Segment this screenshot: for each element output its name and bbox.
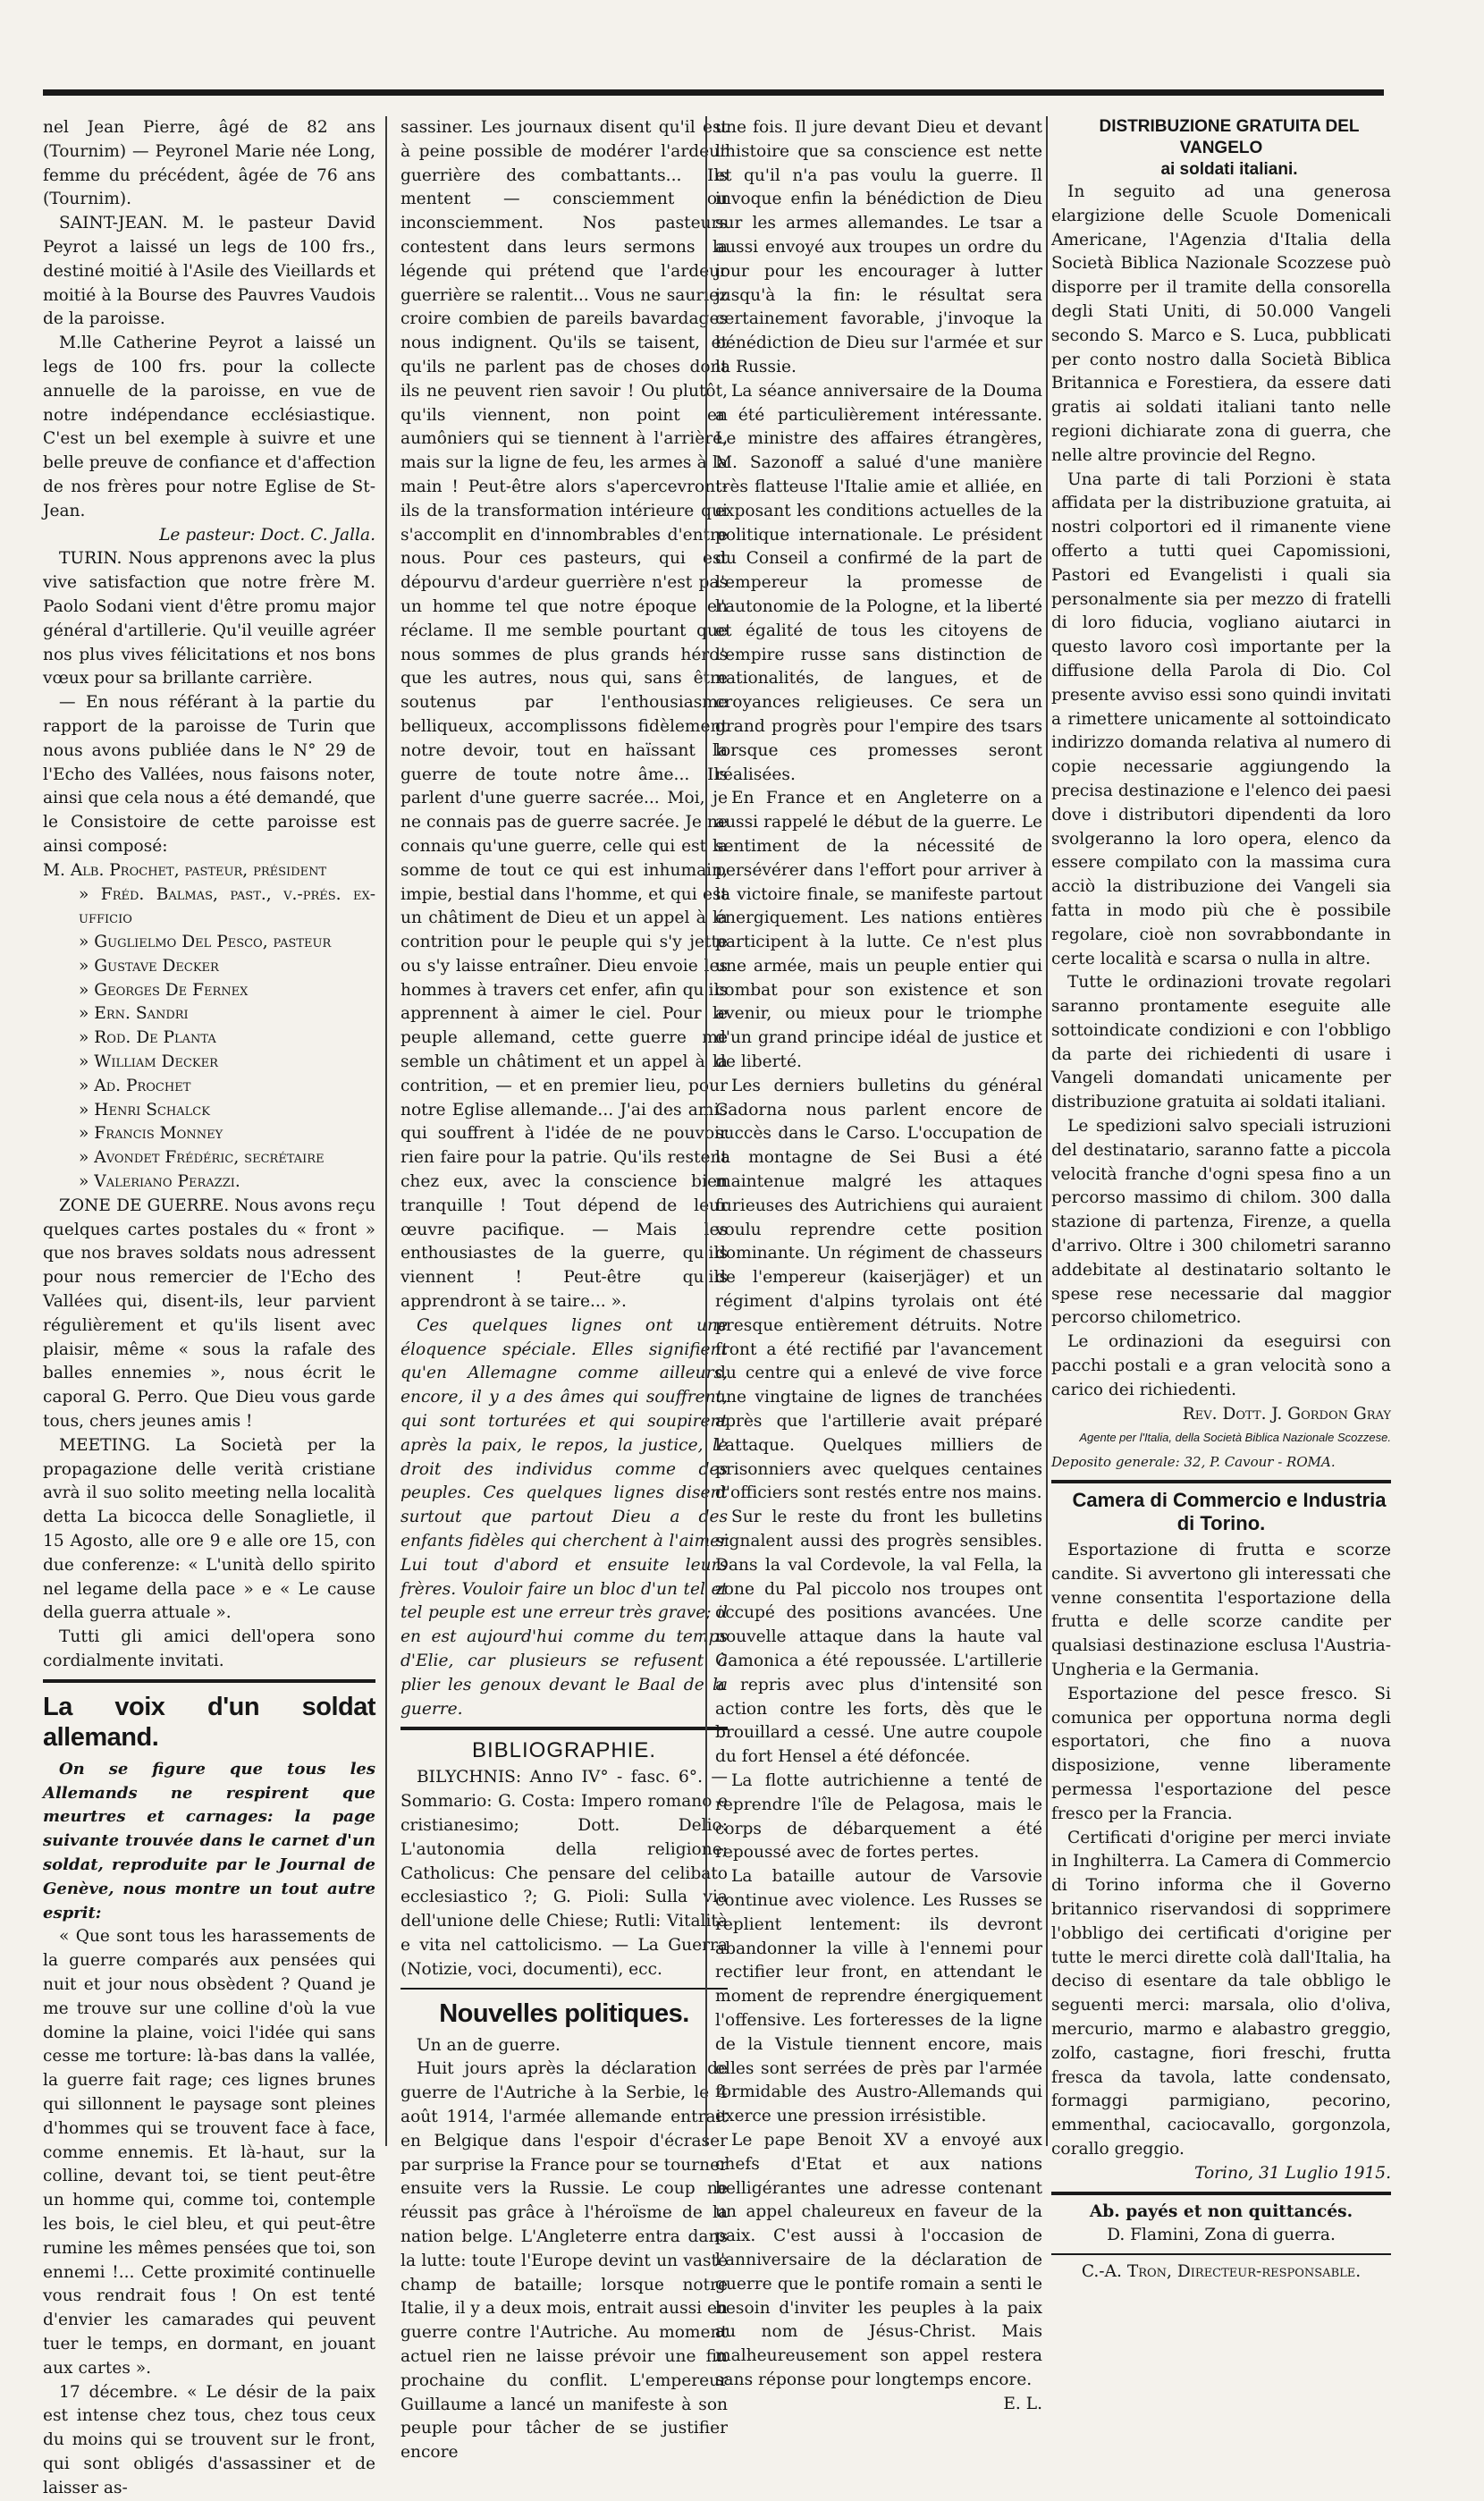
section-rule [43, 1679, 375, 1683]
camera-paragraph-3: Certificati d'origine per merci inviate in Inghilterra. La Camera di Commercio di Torino informa che il Governo britannico riservandosi di sopprimere l'obbligo dei certificati d'origine per tutte le merci dirette colà dall'Italia, ha deciso di esentare da tale obbligo le seguenti merci: marsala, olio d'oliva, mercurio, marmo e alabastro greggio, zolfo, castagne, fiori freschi, frutta fresca da tavola, latte condensato, formaggi parmigiano, pecorino, emmenthal, caciocavallo, gorgonzola, corallo greggio. [1051, 1828, 1391, 2159]
list-item: » Henri Schalck [79, 1100, 210, 1120]
pape-paragraph: Le pape Benoit XV a envoyé aux chefs d'Etat et aux nations belligérantes une adresse contenant un appel chaleureux en faveur de la paix. C'est aussi à l'occasion de l'anniversaire de la déclaration de guerre que le pontife romain a senti le besoin d'inviter les peuples à la paix au nom de Jésus-Christ. Mais malheureusement son appel restera sans réponse pour longtemps encore. [715, 2130, 1042, 2389]
abonnements-title: Ab. payés et non quittancés. [1089, 2201, 1353, 2221]
column-divider [1046, 116, 1048, 2146]
list-item: » Gustave Decker [79, 956, 219, 976]
meeting-notice: MEETING. La Società per la propagazione delle verità cristiane avrà il suo solito meeting nella località detta La bicocca delle Sonaglietle, il 15 Agosto, alle ore 9 e alle ore 15, con due conferenze: « L'unità dello spirito nel legame della pace » e « Le cause della guerra attuale ». [43, 1435, 375, 1623]
soldat-text-continuation: sassiner. Les journaux disent qu'il est à peine possible de modérer l'ardeur guerrière des combattants... Ils mentent — consciemment ou inconsciemment. Nos pasteurs contestent dans leurs sermons la légende qui prétend que l'ardeur guerrière se ralentit... Vous ne sauriez croire combien de pareils bavardages nous indignent. Qu'ils se taisent, et qu'ils ne parlent pas de choses dont ils ne peuvent rien savoir ! Ou plutôt, qu'ils viennent, non point en aumôniers qui se tiennent à l'arrière, mais sur la ligne de feu, les armes à la main ! Peut-être alors s'apercevront-ils de la transformation intérieure qui s'accomplit en d'innombrables d'entre nous. Pour ces pasteurs, qui est dépourvu d'ardeur guerrière n'est pas un homme tel que notre époque en réclame. Il me semble pourtant que nous sommes de plus grands héros que les autres, nous qui, sans être soutenus par l'enthousiasme belliqueux, accomplissons fidèlement notre devoir, tout en haïssant la guerre de toute notre âme... Ils parlent d'une guerre sacrée... Moi, je ne connais pas de guerre sacrée. Je ne connais qu'une guerre, celle qui est la somme de tout ce qui est inhumain, impie, bestial dans l'homme, et qui est un châtiment de Dieu et un appel à la contrition pour le peuple qui s'y jette ou s'y laisse entraîner. Dieu envoie les hommes à travers cet enfer, afin qu'ils apprennent à aimer le ciel. Pour le peuple allemand, cette guerre me semble un châtiment et un appel à la contrition, — et en premier lieu, pour notre Eglise allemande... J'ai des amis qui souffrent à l'idée de ne pouvoir rien faire pour la patrie. Qu'ils restent chez eux, avec la conscience bien tranquille ! Tout dépend de leur œuvre pacifique. — Mais les enthousiastes de la guerre, qu'ils viennent ! Peut-être qu'ils apprendront à se taire... ». [401, 118, 728, 1312]
meeting-invitation: Tutti gli amici dell'opera sono cordialmente invitati. [43, 1627, 375, 1670]
gray-title: Agente per l'Italia, della Società Biblica Nazionale Scozzese. [1079, 1431, 1391, 1445]
top-rule [43, 89, 1384, 96]
list-item: » Avondet Frédéric, secrétaire [79, 1148, 325, 1168]
list-item: » William Decker [79, 1052, 218, 1072]
saint-jean-notice: SAINT-JEAN. M. le pasteur David Peyrot a laissé un legs de 100 frs., destiné moitié à l'Asile des Vieillards et moitié à la Bourse des Pauvres Vaudois de la paroisse. [43, 214, 375, 329]
soldat-text-1: « Que sont tous les harassements de la guerre comparés aux pensées qui nuit et jour nous obsèdent ? Quand je me trouve sur une colline d'où la vue domine la plaine, voici l'idée qui sans cesse me torture: là-bas dans la vallée, la guerre fait rage; ces lignes brunes qui sillonnent le paysage sont pleines d'hommes qui se trouvent face à face, comme ennemis. Et là-haut, sur la colline, devant toi, se tient peut-être un homme qui, comme toi, contemple les bois, le ciel bleu, et qui peut-être rumine les mêmes pensées que toi, son ennemi !... Cette proximité continuelle vous rendrait fous ! On est tenté d'envier les camarades qui peuvent tuer le temps, en dormant, en jouant aux cartes ». [43, 1927, 375, 2378]
vangelo-title: DISTRIBUZIONE GRATUITA DEL VANGELO [1099, 117, 1360, 157]
france-angleterre-paragraph: En France et en Angleterre on a aussi rappelé le début de la guerre. Le sentiment de la nécessité de persévérer dans l'effort pour arriver à la victoire finale, se manifeste partout énergiquement. Les nations entières participent à la lutte. Ce n'est plus une armée, mais un peuple entier qui combat pour son existence et son avenir, ou mieux pour le triomphe d'un grand principe idéal de justice et de liberté. [715, 789, 1042, 1072]
list-item: » Ern. Sandri [79, 1004, 189, 1024]
vangelo-paragraph-1: In seguito ad una generosa elargizione delle Scuole Domenicali Americane, l'Agenzia d'Italia della Società Biblica Nazionale Scozzese può disporre per il tramite della consorella degli Stati Uniti, di 50.000 Vangeli secondo S. Marco e S. Luca, pubblicati per conto nostro dalla Società Biblica Britannica e Forestiera, da essere dati gratis ai soldati italiani tanto nelle regioni dichiarate zona di guerra, che nelle altre provincie del Regno. [1051, 182, 1391, 465]
section-rule [1051, 2192, 1391, 2195]
nouvelles-text-1: Huit jours après la déclaration de guerre de l'Autriche à la Serbie, le 4 août 1914, l'armée allemande entrait en Belgique dans l'espoir d'écraser par surprise la France pour se tourner ensuite vers la Russie. Le coup ne réussit pas grâce à l'héroïsme de la nation belge. L'Angleterre entra dans la lutte: toute l'Europe devint un vaste champ de bataille; lorsque notre Italie, il y a deux mois, entrait aussi en guerre contre l'Autriche. Au moment actuel rien ne laisse prévoir une fin prochaine du conflit. L'empereur Guillaume a lancé un manifeste à son peuple pour tâcher de se justifier encore [401, 2059, 728, 2463]
nouvelles-continuation: une fois. Il jure devant Dieu et devant l'histoire que sa conscience est nette et qu'il n'a pas voulu la guerre. Il invoque enfin la bénédiction de Dieu sur les armes allemandes. Le tsar a aussi envoyé aux troupes un ordre du jour pour les encourager à lutter jusqu'à la fin: le résultat sera certainement favorable, j'invoque la bénédiction de Dieu sur l'armée et sur la Russie. [715, 118, 1042, 376]
column-divider [705, 116, 707, 2146]
nouvelles-headline: Nouvelles politiques. [439, 1998, 689, 2028]
column-4 [1051, 116, 1391, 2282]
vangelo-paragraph-2: Una parte di tali Porzioni è stata affidata per la distribuzione gratuita, ai nostri colportori ed il rimanente viene offerto a tutti quei Capomissioni, Pastori ed Evangelisti i quali sia personalmente sia per mezzo di fratelli di loro fiducia, vogliano aiutarci in questo lavoro così importante per la diffusione della Parola di Dio. Col presente avviso essi sono quindi invitati a rimettere unicamente al sottoindicato indirizzo domanda relativa al numero di copie necessarie aggiungendo la precisa destinazione e l'elenco dei paesi dove i distributori dipendenti da loro svolgeranno la loro opera, elenco da essere compilato con la massima cura acciò la distribuzione dei Vangeli sia fatta in modo più che è possibile regolare, cioè non sovrabbondante in certe località e scarsa o nulla in altre. [1051, 469, 1391, 968]
list-item: » Georges De Fernex [79, 980, 249, 1000]
soldat-text-2: 17 décembre. « Le désir de la paix est intense chez tous, chez tous ceux du moins qui se trouvent sur le front, qui sont obligés d'assassiner et de laisser as- [43, 2382, 375, 2497]
abonnements-line: D. Flamini, Zona di guerra. [1107, 2226, 1336, 2245]
bilychnis-entry: BILYCHNIS: Anno IV° - fasc. 6°. — Sommario: G. Costa: Impero romano e cristianesimo; Dott. Delio: L'autonomia della religione; Catholicus: Che pensare del celibato ecclesiastico ?; G. Pioli: Sulla via dell'unione delle Chiese; Rutli: Vitalità e vita nel cattolicismo. — La Guerra (Notizie, voci, documenti), ecc. [401, 1768, 728, 1979]
camera-paragraph-1: Esportazione di frutta e scorze candite. Si avvertono gli interessati che venne consentita l'esportazione della frutta e delle scorze candite per qualsiasi destinazione esclusa l'Austria-Ungheria e la Germania. [1051, 1541, 1391, 1680]
list-item: » Francis Monney [79, 1124, 223, 1144]
directeur-responsable: C.-A. Tron, Directeur-responsable. [1081, 2262, 1362, 2282]
bibliographie-headline: BIBLIOGRAPHIE. [471, 1738, 657, 1763]
author-initials: E. L. [1003, 2394, 1042, 2413]
vangelo-paragraph-4: Le spedizioni salvo speciali istruzioni del destinatario, saranno fatte a piccola velocità franche d'ogni spesa fino a un percorso massimo di chilom. 300 dalla stazione di partenza, Firenze, a quella d'arrivo. Oltre i 300 chilometri saranno addebitate al destinatario soltanto le spese rese necessarie dal maggior percorso chilometrico. [1051, 1117, 1391, 1328]
front-paragraph: Sur le reste du front les bulletins signalent aussi des progrès sensibles. Dans la val Cordevole, la val Fella, la zone du Pal piccolo nos troupes ont occupé des positions avancées. Une nouvelle attaque dans la haute val Camonica a été repoussée. L'artillerie a repris avec plus d'intensité son action contre les forts, dès que le brouillard a cessé. Une autre coupole du fort Hensel a été défoncée. [715, 1508, 1042, 1767]
column-2 [401, 116, 728, 2463]
section-rule [401, 1727, 728, 1730]
list-item: » Fréd. Balmas, past., v.-prés. ex-ufficio [79, 884, 375, 928]
turin-notice: TURIN. Nous apprenons avec la plus vive satisfaction que notre frère M. Paolo Sodani vient d'être promu major général d'artillerie. Qu'il veuille agréer nos plus vives félicitations et nos bons vœux pour sa brillante carrière. [43, 549, 375, 689]
vangelo-paragraph-5: Le ordinazioni da eseguirsi con pacchi postali e a gran velocità sono a carico dei richiedenti. [1051, 1332, 1391, 1399]
peyrot-legs: M.lle Catherine Peyrot a laissé un legs de 100 frs. pour la collecte annuelle de la paroisse, en vue de notre indépendance ecclésiastique. C'est un bel exemple à suivre et une belle preuve de confiance et d'affection de nos frères pour notre Eglise de St-Jean. [43, 334, 375, 520]
flotte-paragraph: La flotte autrichienne a tenté de reprendre l'île de Pelagosa, mais le corps de débarquement a été repoussé avec de fortes pertes. [715, 1770, 1042, 1863]
camera-date: Torino, 31 Luglio 1915. [1193, 2163, 1391, 2183]
list-item: » Ad. Prochet [79, 1076, 191, 1095]
section-rule [1051, 2253, 1391, 2255]
section-rule [401, 1988, 728, 1990]
soldat-intro: On se figure que tous les Allemands ne respirent que meurtres et carnages: la page suivante trouvée dans le carnet d'un soldat, reproduite par le Journal de Genève, nous montre un tout autre esprit: [43, 1759, 375, 1922]
camera-commercio-title: Camera di Commercio e Industria di Torino. [1072, 1489, 1387, 1535]
varsovie-paragraph: La bataille autour de Varsovie continue avec violence. Les Russes se replient lentement: ils devront abandonner la ville à l'ennemi pour rectifier leur front, en attendant le moment de reprendre énergiquement l'offensive. Les forteresses de la ligne de la Vistule tiennent encore, mais elles sont serrées de près par l'armée formidable des Austro-Allemands qui exerce une pression irrésistible. [715, 1867, 1042, 2126]
zone-de-guerre-notice: ZONE DE GUERRE. Nous avons reçu quelques cartes postales du « front » que nos braves soldats nous adressent pour nous remercier de l'Echo des Vallées qui, disent-ils, leur parvient régulièrement et qu'ils lisent avec plaisir, même « sous la rafale des balles ennemies », nous écrit le caporal G. Perro. Que Dieu vous garde tous, chers jeunes amis ! [43, 1196, 375, 1432]
column-1 [43, 116, 375, 2497]
list-item: M. Alb. Prochet, pasteur, président [43, 860, 327, 880]
consistoire-list [43, 859, 375, 1195]
list-item: » Guglielmo Del Pesco, pasteur [79, 933, 332, 952]
list-item: » Rod. De Planta [79, 1028, 216, 1048]
soldat-commentary: Ces quelques lignes ont une éloquence spéciale. Elles signifient qu'en Allemagne comme ailleurs, encore, il y a des âmes qui souffrent, qui sont torturées et qui soupirent après la paix, le repos, la justice, le droit des individus comme des peuples. Ces quelques lignes disent surtout que partout Dieu a des enfants fidèles qui cherchent à l'aimer Lui tout d'abord et ensuite leurs frères. Vouloir faire un bloc d'un tel et tel peuple est une erreur très grave; il en est aujourd'hui comme du temps d'Elie, car plusieurs se refusent à plier les genoux devant le Baal de la guerre. [401, 1315, 728, 1719]
list-item: » Valeriano Perazzi. [79, 1172, 240, 1192]
vangelo-subtitle: ai soldati italiani. [1160, 160, 1298, 179]
douma-paragraph: La séance anniversaire de la Douma a été particulièrement intéressante. Le ministre des affaires étrangères, M. Sazonoff a salué d'une manière très flatteuse l'Italie amie et alliée, en exposant les conditions actuelles de la politique internationale. Le président du Conseil a confirmé de la part de l'empereur la promesse de l'autonomie de la Pologne, et la liberté et égalité de tous les citoyens de l'empire russe sans distinction de nationalités, de langues, et de croyances religieuses. Ce sera un grand progrès pour l'empire des tsars lorsque ces promesses seront réalisées. [715, 381, 1042, 784]
pastor-signature: Le pasteur: Doct. C. Jalla. [159, 525, 375, 545]
vangelo-paragraph-3: Tutte le ordinazioni trovate regolari saranno prontamente eseguite alle sottoindicate condizioni e con l'obbligo da parte dei richiedenti di usare i Vangeli domandati unicamente per distribuzione gratuita ai soldati italiani. [1051, 973, 1391, 1112]
obituary-continuation: nel Jean Pierre, âgé de 82 ans (Tournim) — Peyronel Marie née Long, femme du précédent, âgée de 76 ans (Tournim). [43, 118, 375, 209]
column-divider [385, 116, 387, 2146]
section-rule [1051, 1480, 1391, 1483]
gray-signature: Rev. Dott. J. Gordon Gray [1182, 1404, 1391, 1424]
column-3 [715, 116, 1042, 2413]
un-an-de-guerre: Un an de guerre. [417, 2035, 561, 2055]
consistoire-intro: — En nous référant à la partie du rapport de la paroisse de Turin que nous avons publiée dans le N° 29 de l'Echo des Vallées, nous faisons noter, ainsi que cela nous a été demandé, que le Consistoire de cette paroisse est ainsi composé: [43, 693, 375, 856]
camera-paragraph-2: Esportazione del pesce fresco. Si comunica per opportuna norma degli esportatori, che fino a nuova disposizione, venne liberamente permessa l'esportazione del pesce fresco per la Francia. [1051, 1684, 1391, 1823]
cadorna-paragraph: Les derniers bulletins du général Cadorna nous parlent encore de succès dans le Carso. L'occupation de la montagne de Sei Busi a été maintenue malgré les attaques furieuses des Autrichiens qui auraient voulu reprendre cette position dominante. Un régiment de chasseurs de l'empereur (kaiserjäger) et un régiment d'alpins tyrolais ont été presque entièrement détruits. Notre front a été rectifié par l'avancement du centre qui a enlevé de vive force une vingtaine de lignes de tranchées après que l'artillerie avait préparé l'attaque. Quelques milliers de prisonniers avec quelques centaines d'officiers sont restés entre nos mains. [715, 1076, 1042, 1503]
deposito-generale: Deposito generale: 32, P. Cavour - ROMA. [1051, 1454, 1336, 1471]
soldat-headline: La voix d'un soldat allemand. [43, 1692, 375, 1752]
